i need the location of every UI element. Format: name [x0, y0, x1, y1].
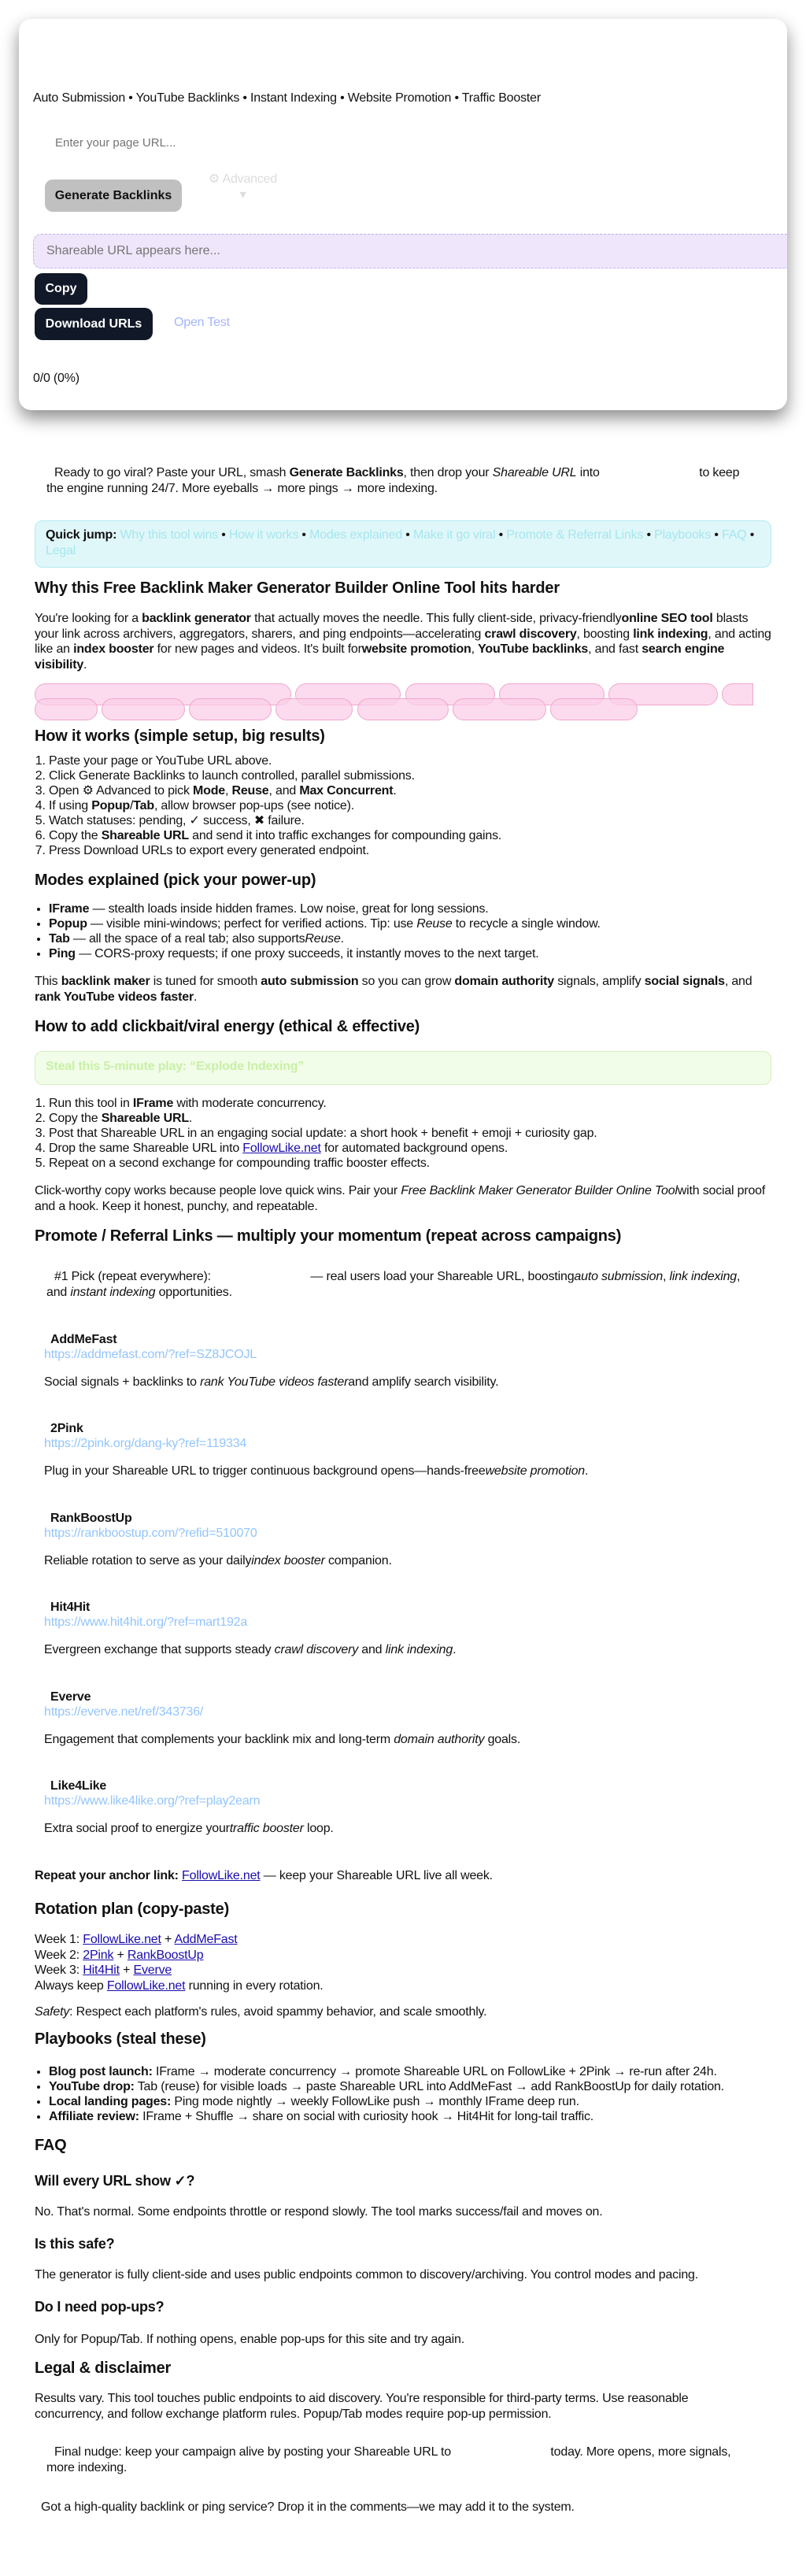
bold-text: Tab [49, 932, 70, 946]
italic-text: Reuse [416, 917, 453, 931]
list-item [49, 2109, 804, 2124]
faq-answer: No. That's normal. Some endpoints throttle or respond slowly. The tool marks success/fail and moves on. [35, 2205, 603, 2219]
tool-tagline: Auto Submission • YouTube Backlinks • Instant Indexing • Website Promotion • Traffic Booster [33, 91, 541, 105]
text-run: running in every rotation. [185, 1978, 324, 1993]
referral-description [44, 1375, 768, 1390]
text-run: . [393, 784, 397, 798]
separator: • [298, 528, 310, 542]
chevron-down-icon: ▾ [239, 188, 246, 202]
text-run: This [35, 975, 61, 988]
text-run: Ready to go viral? Paste your URL, smash [54, 466, 290, 479]
playbooks-list [17, 2064, 804, 2124]
text-run: + [113, 1948, 128, 1962]
how-heading: How it works (simple setup, big results) [35, 727, 325, 745]
text-run: — all the space of a real tab; also supports [69, 932, 305, 946]
referral-url-link[interactable]: https://addmefast.com/?ref=SZ8JCOJL [44, 1348, 257, 1361]
quick-jump-label: Quick jump: [46, 528, 117, 542]
bold-text: Max Concurrent [299, 784, 394, 798]
bold-text: Popup [49, 917, 87, 931]
text-run: Extra social proof to energize your [44, 1822, 230, 1835]
italic-text: Shareable URL [492, 466, 577, 479]
referral-description [44, 1553, 768, 1569]
italic-text: domain authority [394, 1732, 485, 1746]
rotation-line [35, 1948, 771, 1963]
text-run: — CORS-proxy requests; if one proxy succeeds, it instantly moves to the next target. [75, 947, 539, 960]
text-run: Week 2: [35, 1948, 83, 1962]
text-run: for automated background opens. [320, 1142, 508, 1155]
inline-link[interactable]: FollowLike.net [83, 1933, 161, 1946]
text-run: Tab (reuse) for visible loads → paste Shareable URL into AddMeFast → add RankBoostUp for daily rotation. [134, 2080, 724, 2093]
text-run: , and fast [588, 642, 642, 656]
bold-text: Popup [91, 799, 131, 812]
inline-link[interactable]: AddMeFast [174, 1933, 238, 1946]
text-run: . [193, 990, 198, 1004]
bold-text: Generate Backlinks [289, 466, 404, 479]
italic-text: rank YouTube videos faster [200, 1375, 349, 1389]
advanced-toggle[interactable] [209, 171, 277, 202]
italic-text: traffic booster [229, 1822, 304, 1835]
text-run: so you can grow [358, 975, 455, 988]
download-urls-button[interactable]: Download URLs [35, 308, 153, 340]
faq-question: Will every URL show ✓? [35, 2173, 195, 2189]
viral-heading: How to add clickbait/viral energy (ethical & effective) [35, 1018, 420, 1035]
text-run: — visible mini-windows; perfect for verified actions. Tip: use [87, 917, 417, 931]
text-run: , and [724, 975, 752, 988]
text-run: If using [49, 799, 92, 812]
text-run: + [119, 1963, 134, 1977]
text-run: opportunities. [155, 1285, 232, 1299]
italic-text: Safety [35, 2005, 70, 2019]
text-run: , [663, 1270, 670, 1283]
text-run: , and [46, 1270, 741, 1299]
text-run: . [83, 657, 87, 672]
keyword-pill [722, 683, 753, 705]
text-run: , and [268, 784, 300, 798]
referral-name: AddMeFast [50, 1333, 117, 1346]
keyword-pill [550, 698, 638, 720]
text-run: Always keep [35, 1978, 107, 1993]
faq-answer: The generator is fully client-side and uses public endpoints common to discovery/archiving. You control modes and pacing. [35, 2268, 698, 2282]
italic-text: crawl discovery [274, 1643, 359, 1657]
page-url-input[interactable] [35, 126, 781, 159]
text-run: Week 1: [35, 1933, 83, 1946]
text-run: IFrame → moderate concurrency → promote Shareable URL on FollowLike + 2Pink → re-run after 24h. [152, 2065, 717, 2078]
legal-body: Results vary. This tool touches public endpoints to aid discovery. You're responsible for third-party terms. Use reasonable concurrency, and follow exchange platform rules. Popup/Tab modes require pop-up permission. [35, 2392, 689, 2421]
referral-description [44, 1642, 768, 1658]
text-run: IFrame + Shuffle → share on social with curiosity hook → Hit4Hit for long-tail traffic. [139, 2110, 594, 2123]
bold-text: index booster [73, 642, 154, 656]
italic-text: link indexing [385, 1643, 453, 1657]
text-run: signals, amplify [554, 975, 645, 988]
quick-jump-link[interactable]: FAQ [722, 528, 747, 542]
quick-jump-link[interactable]: Playbooks [654, 528, 712, 542]
inline-link[interactable]: Hit4Hit [83, 1963, 120, 1977]
text-run: , boosting [576, 627, 634, 641]
text-run: — keep your Shareable URL live all week. [260, 1869, 493, 1882]
list-item [49, 768, 789, 783]
text-run: Open ⚙ Advanced to pick [49, 784, 193, 798]
text-run: . [453, 1643, 457, 1657]
list-item [49, 813, 789, 828]
how-steps [17, 753, 789, 858]
keyword-pill [357, 698, 449, 720]
referral-url-link[interactable]: https://everve.net/ref/343736/ [44, 1704, 204, 1719]
text-run: is tuned for smooth [150, 975, 261, 988]
bold-text: Affiliate review: [49, 2110, 139, 2123]
italic-text: instant indexing [70, 1285, 156, 1299]
quick-jump-link[interactable]: Modes explained [309, 528, 403, 542]
bold-text: Ping [49, 947, 76, 960]
final-nudge [46, 2445, 747, 2475]
faq-question: Do I need pop-ups? [35, 2299, 165, 2315]
copy-button[interactable]: Copy [35, 273, 87, 305]
text-run: companion. [324, 1553, 392, 1567]
text-run: for new pages and videos. It's built for [153, 642, 362, 656]
bold-text: Reuse [231, 784, 269, 798]
list-item [49, 2094, 804, 2109]
referral-url-link[interactable]: https://www.like4like.org/?ref=play2earn [44, 1794, 261, 1808]
faq-question: Is this safe? [35, 2236, 115, 2252]
text-run: and send it into traffic exchanges for compounding gains. [188, 829, 502, 842]
text-run: Social signals + backlinks to [44, 1375, 201, 1389]
list-item [49, 931, 789, 946]
separator: • [217, 528, 229, 542]
repeat-anchor-text [35, 1868, 771, 1884]
text-run: Ping mode nightly → weekly FollowLike push → monthly IFrame deep run. [171, 2095, 579, 2108]
italic-text: Free Backlink Maker Generator Builder Online Tool [401, 1184, 678, 1197]
text-run: and amplify search visibility. [348, 1375, 499, 1389]
text-run: into [576, 466, 603, 479]
bold-text: auto submission [261, 975, 359, 988]
bold-text: YouTube backlinks [478, 642, 589, 656]
text-run: Evergreen exchange that supports steady [44, 1643, 275, 1657]
intro-text [46, 465, 747, 496]
referral-name: 2Pink [50, 1422, 83, 1436]
text-run: Watch statuses: pending, ✓ success, ✖ failure. [49, 814, 305, 827]
bold-text: Shareable URL [101, 829, 189, 842]
list-item [49, 1126, 789, 1141]
inline-link[interactable]: RankBoostUp [127, 1948, 204, 1962]
text-run: goals. [484, 1732, 521, 1746]
text-run: — real users load your Shareable URL, boosting [307, 1270, 575, 1283]
separator: • [402, 528, 413, 542]
text-run: that actually moves the needle. This fully client-side, privacy-friendly [250, 612, 622, 625]
text-run: , and acting like an [35, 627, 771, 656]
bold-text: search engine visibility [35, 642, 725, 672]
viral-body [35, 1183, 771, 1214]
inline-link[interactable]: Everve [133, 1963, 172, 1977]
inline-link[interactable]: FollowLike.net [182, 1869, 261, 1882]
text-run: , [224, 784, 232, 798]
text-run: Final nudge: keep your campaign alive by posting your Shareable URL to [54, 2445, 455, 2459]
referral-name: Everve [50, 1690, 91, 1704]
text-run: Engagement that complements your backlink mix and long-term [44, 1732, 394, 1746]
top-pick-text [46, 1269, 755, 1300]
keyword-pill [102, 698, 185, 720]
italic-text: index booster [251, 1553, 325, 1567]
list-item [49, 1141, 789, 1156]
text-run: . [585, 1464, 589, 1479]
keyword-pill [35, 698, 98, 720]
list-item [49, 753, 789, 768]
text-run: Press Download URLs to export every generated endpoint. [49, 844, 370, 857]
quick-jump-link[interactable]: Why this tool wins [120, 528, 218, 542]
backlink-tool-card [19, 19, 787, 410]
list-item [49, 916, 789, 931]
shareable-url-field[interactable] [33, 234, 787, 268]
referral-name: Like4Like [50, 1779, 107, 1793]
rotation-plan [35, 1932, 771, 1993]
text-run: Post that Shareable URL in an engaging social update: a short hook + benefit + emoji + curiosity gap. [49, 1127, 597, 1140]
quick-jump-link[interactable]: How it works [228, 528, 299, 542]
text-run: to recycle a single window. [452, 917, 601, 931]
text-run: Paste your page or YouTube URL above. [49, 754, 272, 768]
text-run: today. More opens, more signals, more indexing. [46, 2445, 731, 2474]
text-run: Copy the [49, 1112, 102, 1125]
modes-list [17, 901, 789, 961]
list-item [49, 843, 789, 858]
text-run: + [161, 1933, 175, 1946]
why-body [35, 611, 771, 672]
list-item [49, 798, 789, 813]
bold-text: link indexing [633, 627, 708, 641]
referral-url-link[interactable]: https://2pink.org/dang-ky?ref=119334 [44, 1437, 247, 1451]
list-item [49, 901, 789, 916]
viral-steps [17, 1096, 789, 1171]
list-item [49, 946, 789, 961]
why-heading: Why this Free Backlink Maker Generator Builder Online Tool hits harder [35, 579, 560, 597]
bold-text: Tab [133, 799, 154, 812]
text-run: Click-worthy copy works because people love quick wins. Pair your [35, 1184, 401, 1197]
inline-link[interactable]: FollowLike.net [242, 1142, 321, 1155]
text-run: , then drop your [403, 466, 493, 479]
keyword-pills [0, 683, 806, 723]
text-run: Week 3: [35, 1963, 83, 1977]
quick-jump-link[interactable]: Legal [46, 544, 76, 557]
keyword-pill [275, 698, 353, 720]
separator: • [495, 528, 507, 542]
text-run: . [188, 1112, 193, 1125]
text-run: loop. [303, 1822, 334, 1835]
referral-description [44, 1821, 768, 1837]
bold-text: website promotion [361, 642, 471, 656]
progress-status: 0/0 (0%) [33, 372, 79, 385]
text-run: Plug in your Shareable URL to trigger continuous background opens—hands-free [44, 1464, 486, 1479]
rotation-line [35, 1932, 771, 1948]
bold-text: IFrame [49, 902, 90, 916]
faq-answer: Only for Popup/Tab. If nothing opens, enable pop-ups for this site and try again. [35, 2333, 464, 2346]
text-run: Run this tool in [49, 1097, 133, 1110]
inline-link[interactable]: 2Pink [83, 1948, 114, 1962]
open-test-link[interactable]: Open Test [174, 316, 230, 329]
quick-jump-link[interactable]: Make it go viral [412, 528, 496, 542]
promote-heading: Promote / Referral Links — multiply your momentum (repeat across campaigns) [35, 1227, 622, 1245]
text-run: Drop the same Shareable URL into [49, 1142, 243, 1155]
text-run: / [130, 799, 134, 812]
bold-text: Repeat your anchor link: [35, 1869, 179, 1882]
bold-text: IFrame [132, 1097, 174, 1110]
generate-backlinks-button[interactable]: Generate Backlinks [45, 180, 182, 212]
modes-heading: Modes explained (pick your power-up) [35, 872, 316, 889]
separator: • [643, 528, 655, 542]
bold-text: backlink generator [142, 612, 251, 625]
text-run: . [340, 932, 344, 946]
separator: • [711, 528, 723, 542]
modes-body [35, 974, 771, 1005]
text-run: , [471, 642, 479, 656]
italic-text: link indexing [669, 1270, 738, 1283]
referral-description [44, 1732, 768, 1748]
italic-text: auto submission [574, 1270, 664, 1283]
text-run: : Respect each platform's rules, avoid spammy behavior, and scale smoothly. [69, 2005, 487, 2019]
rotation-line [35, 1978, 771, 1994]
inline-link[interactable]: FollowLike.net [106, 1978, 186, 1993]
bold-text: Local landing pages: [49, 2095, 172, 2108]
rotation-line [35, 1963, 771, 1978]
bold-text: social signals [644, 975, 725, 988]
text-run: Reliable rotation to serve as your daily [44, 1553, 252, 1567]
text-run: You're looking for a [35, 612, 142, 625]
text-run: with moderate concurrency. [173, 1097, 327, 1110]
safety-note [35, 2004, 771, 2020]
list-item [49, 2079, 804, 2094]
text-run: Repeat on a second exchange for compounding traffic booster effects. [49, 1157, 430, 1170]
bold-text: Mode [193, 784, 225, 798]
text-run: #1 Pick (repeat everywhere): [54, 1270, 215, 1283]
text-run: Click Generate Backlinks to launch controlled, parallel submissions. [49, 769, 415, 783]
text-run: — stealth loads inside hidden frames. Low noise, great for long sessions. [89, 902, 489, 916]
text-run: and [358, 1643, 386, 1657]
list-item [49, 828, 789, 843]
italic-text: Reuse [305, 932, 341, 946]
list-item [49, 1156, 789, 1171]
legal-heading: Legal & disclaimer [35, 2359, 172, 2377]
bold-text: Blog post launch: [49, 2065, 153, 2078]
comments-note: Got a high-quality backlink or ping service? Drop it in the comments—we may add it to the system. [41, 2500, 575, 2514]
keyword-pill [189, 698, 272, 720]
bold-text: domain authority [454, 975, 555, 988]
text-run: blasts your link across archivers, aggregators, sharers, and ping endpoints—accelerating [35, 612, 749, 641]
text-run: , allow browser pop-ups (see notice). [153, 799, 354, 812]
list-item [49, 1096, 789, 1111]
playbooks-heading: Playbooks (steal these) [35, 2030, 206, 2048]
viral-callout: Steal this 5-minute play: “Explode Indexing” [35, 1051, 771, 1085]
list-item [49, 1111, 789, 1126]
text-run: with social proof and a hook. Keep it honest, punchy, and repeatable. [35, 1184, 766, 1213]
bold-text: YouTube drop: [49, 2080, 135, 2093]
bold-text: backlink maker [61, 975, 150, 988]
keyword-pill [453, 698, 546, 720]
bold-text: rank YouTube videos faster [35, 990, 194, 1004]
italic-text: website promotion [485, 1464, 586, 1479]
bold-text: Shareable URL [101, 1112, 189, 1125]
referral-url-link[interactable]: https://rankboostup.com/?refid=510070 [44, 1526, 257, 1540]
quick-jump-box [35, 520, 771, 568]
separator: • [746, 528, 755, 542]
bold-text: crawl discovery [484, 627, 577, 641]
text-run: Copy the [49, 829, 102, 842]
rotation-heading: Rotation plan (copy-paste) [35, 1901, 230, 1918]
referral-description [44, 1464, 768, 1479]
referral-url-link[interactable]: https://www.hit4hit.org/?ref=mart192a [44, 1616, 248, 1630]
text-run: to keep the engine running 24/7. More eyeballs → more pings → more indexing. [46, 466, 740, 495]
bold-text: online SEO tool [621, 612, 713, 625]
list-item [49, 783, 789, 798]
list-item [49, 2064, 804, 2079]
quick-jump-link[interactable]: Promote & Referral Links [506, 528, 644, 542]
referral-name: Hit4Hit [50, 1601, 91, 1615]
faq-heading: FAQ [35, 2137, 67, 2154]
advanced-label: ⚙ Advanced [209, 172, 278, 186]
referral-name: RankBoostUp [50, 1511, 132, 1525]
